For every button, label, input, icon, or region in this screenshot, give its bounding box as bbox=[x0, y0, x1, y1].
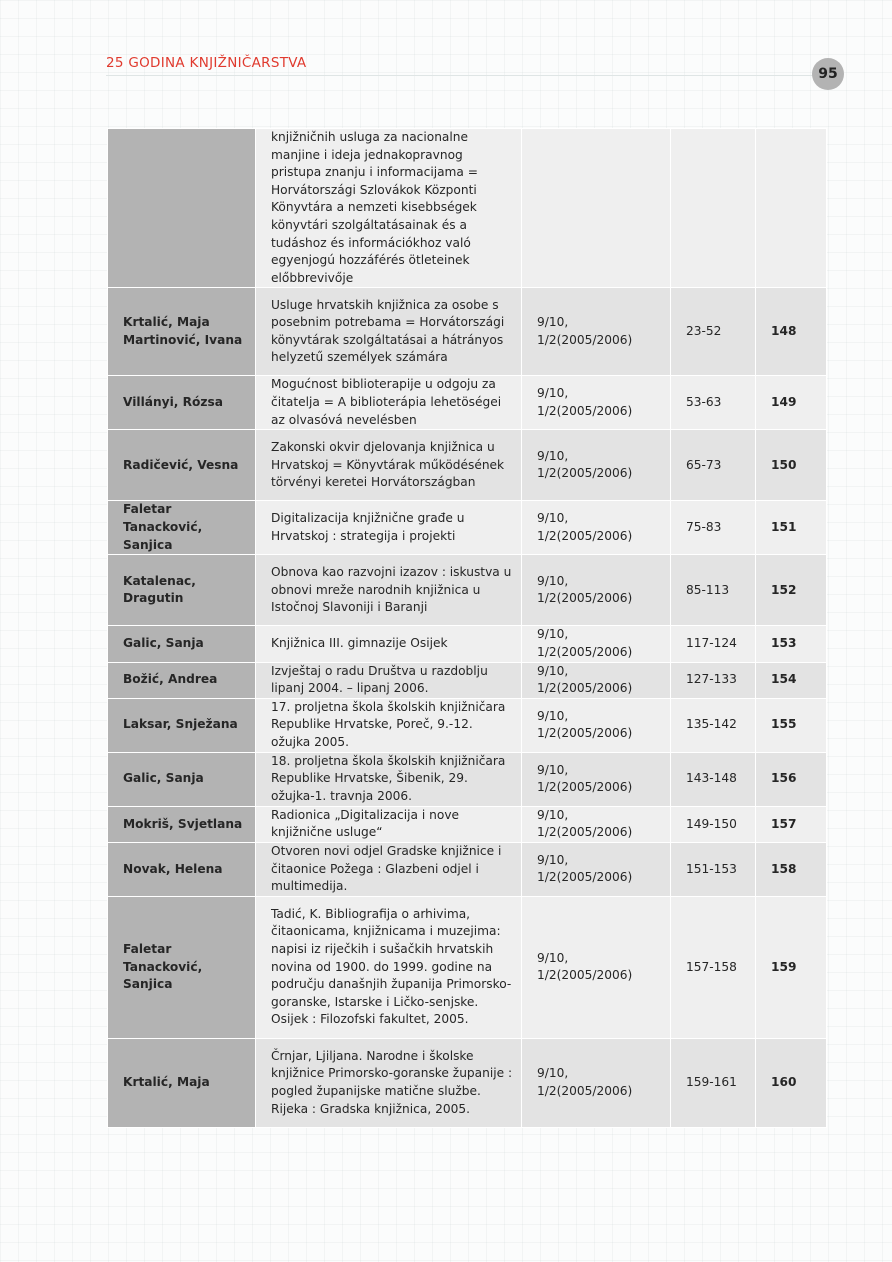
author-cell: Faletar Tanacković, Sanjica bbox=[108, 896, 256, 1038]
pages-cell: 149-150 bbox=[671, 806, 756, 842]
author-cell: Božić, Andrea bbox=[108, 662, 256, 698]
volume-cell: 9/10, 1/2(2005/2006) bbox=[522, 698, 671, 752]
title-cell: Mogućnost biblioterapije u odgoju za čitatelja = A biblioterápia lehetöségei az olvasóvá nevelésben bbox=[256, 376, 522, 430]
author-cell: Krtalić, Maja Martinović, Ivana bbox=[108, 288, 256, 376]
title-cell: Tadić, K. Bibliografija o arhivima, čitaonicama, knjižnicama i muzejima: napisi iz riječkih i sušačkih hrvatskih novina od 1900. do 1999. godine na području današnjih županija Primorsko-goranske, Istarske i Ličko-senjske. Osijek : Filozofski fakultet, 2005. bbox=[256, 896, 522, 1038]
title-cell: Usluge hrvatskih knjižnica za osobe s posebnim potrebama = Horvátországi könyvtárak szolgáltatásai a hátrányos helyzetű személyek számára bbox=[256, 288, 522, 376]
volume-cell: 9/10, 1/2(2005/2006) bbox=[522, 896, 671, 1038]
pages-cell: 143-148 bbox=[671, 752, 756, 806]
pages-cell: 53-63 bbox=[671, 376, 756, 430]
pages-cell: 159-161 bbox=[671, 1038, 756, 1127]
volume-cell: 9/10, 1/2(2005/2006) bbox=[522, 376, 671, 430]
header-divider bbox=[106, 75, 814, 76]
table-row bbox=[108, 376, 827, 430]
title-cell: Digitalizacija knjižnične građe u Hrvatskoj : strategija i projekti bbox=[256, 501, 522, 555]
title-cell: Črnjar, Ljiljana. Narodne i školske knjižnice Primorsko-goranske županije : pogled županijske matične službe. Rijeka : Gradska knjižnica, 2005. bbox=[256, 1038, 522, 1127]
table-row bbox=[108, 896, 827, 1038]
pages-cell: 127-133 bbox=[671, 662, 756, 698]
pages-cell bbox=[671, 129, 756, 288]
entry-number-cell: 151 bbox=[756, 501, 827, 555]
title-cell: knjižničnih usluga za nacionalne manjine i ideja jednakopravnog pristupa znanju i informacijama = Horvátországi Szlovákok Központi Könyvtára a nemzeti kisebbségek könyvtári szolgáltatásainak és a tudáshoz és információkhoz való egyenjogú hozzáférés ötleteinek előbbrevivője bbox=[256, 129, 522, 288]
page-number: 95 bbox=[812, 58, 844, 90]
title-cell: 18. proljetna škola školskih knjižničara Republike Hrvatske, Šibenik, 29. ožujka-1. travnja 2006. bbox=[256, 752, 522, 806]
entry-number-cell: 157 bbox=[756, 806, 827, 842]
table-row bbox=[108, 752, 827, 806]
volume-cell: 9/10, 1/2(2005/2006) bbox=[522, 430, 671, 501]
volume-cell: 9/10, 1/2(2005/2006) bbox=[522, 662, 671, 698]
title-cell: Knjižnica III. gimnazije Osijek bbox=[256, 626, 522, 662]
volume-cell: 9/10, 1/2(2005/2006) bbox=[522, 806, 671, 842]
author-cell: Faletar Tanacković, Sanjica bbox=[108, 501, 256, 555]
volume-cell: 9/10, 1/2(2005/2006) bbox=[522, 288, 671, 376]
entry-number-cell: 153 bbox=[756, 626, 827, 662]
entry-number-cell: 158 bbox=[756, 842, 827, 896]
volume-cell: 9/10, 1/2(2005/2006) bbox=[522, 626, 671, 662]
author-cell: Galic, Sanja bbox=[108, 626, 256, 662]
entry-number-cell bbox=[756, 129, 827, 288]
table-row bbox=[108, 806, 827, 842]
title-cell: Izvještaj o radu Društva u razdoblju lipanj 2004. – lipanj 2006. bbox=[256, 662, 522, 698]
table-row bbox=[108, 662, 827, 698]
pages-cell: 65-73 bbox=[671, 430, 756, 501]
running-title: 25 GODINA KNJIŽNIČARSTVA bbox=[106, 55, 307, 71]
author-cell: Laksar, Snježana bbox=[108, 698, 256, 752]
volume-cell: 9/10, 1/2(2005/2006) bbox=[522, 501, 671, 555]
entry-number-cell: 149 bbox=[756, 376, 827, 430]
table-row bbox=[108, 842, 827, 896]
table-row bbox=[108, 288, 827, 376]
title-cell: Zakonski okvir djelovanja knjižnica u Hrvatskoj = Könyvtárak működésének törvényi keretei Horvátországban bbox=[256, 430, 522, 501]
pages-cell: 117-124 bbox=[671, 626, 756, 662]
title-cell: 17. proljetna škola školskih knjižničara Republike Hrvatske, Poreč, 9.-12. ožujka 2005. bbox=[256, 698, 522, 752]
author-cell: Katalenac, Dragutin bbox=[108, 555, 256, 626]
volume-cell: 9/10, 1/2(2005/2006) bbox=[522, 752, 671, 806]
pages-cell: 85-113 bbox=[671, 555, 756, 626]
table-row bbox=[108, 1038, 827, 1127]
author-cell bbox=[108, 129, 256, 288]
entry-number-cell: 159 bbox=[756, 896, 827, 1038]
author-cell: Krtalić, Maja bbox=[108, 1038, 256, 1127]
volume-cell bbox=[522, 129, 671, 288]
entry-number-cell: 148 bbox=[756, 288, 827, 376]
table-row bbox=[108, 430, 827, 501]
table-row bbox=[108, 698, 827, 752]
volume-cell: 9/10, 1/2(2005/2006) bbox=[522, 1038, 671, 1127]
entry-number-cell: 155 bbox=[756, 698, 827, 752]
pages-cell: 157-158 bbox=[671, 896, 756, 1038]
table-row bbox=[108, 555, 827, 626]
table-row bbox=[108, 129, 827, 288]
pages-cell: 23-52 bbox=[671, 288, 756, 376]
author-cell: Villányi, Rózsa bbox=[108, 376, 256, 430]
author-cell: Mokriš, Svjetlana bbox=[108, 806, 256, 842]
table-row bbox=[108, 501, 827, 555]
bibliography-table bbox=[107, 128, 827, 1128]
author-cell: Radičević, Vesna bbox=[108, 430, 256, 501]
author-cell: Novak, Helena bbox=[108, 842, 256, 896]
pages-cell: 151-153 bbox=[671, 842, 756, 896]
entry-number-cell: 154 bbox=[756, 662, 827, 698]
volume-cell: 9/10, 1/2(2005/2006) bbox=[522, 555, 671, 626]
volume-cell: 9/10, 1/2(2005/2006) bbox=[522, 842, 671, 896]
author-cell: Galic, Sanja bbox=[108, 752, 256, 806]
entry-number-cell: 152 bbox=[756, 555, 827, 626]
entry-number-cell: 150 bbox=[756, 430, 827, 501]
entry-number-cell: 160 bbox=[756, 1038, 827, 1127]
pages-cell: 75-83 bbox=[671, 501, 756, 555]
table-row bbox=[108, 626, 827, 662]
title-cell: Otvoren novi odjel Gradske knjižnice i čitaonice Požega : Glazbeni odjel i multimedija. bbox=[256, 842, 522, 896]
pages-cell: 135-142 bbox=[671, 698, 756, 752]
title-cell: Obnova kao razvojni izazov : iskustva u obnovi mreže narodnih knjižnica u Istočnoj Slavoniji i Baranji bbox=[256, 555, 522, 626]
entry-number-cell: 156 bbox=[756, 752, 827, 806]
title-cell: Radionica „Digitalizacija i nove knjižnične usluge“ bbox=[256, 806, 522, 842]
